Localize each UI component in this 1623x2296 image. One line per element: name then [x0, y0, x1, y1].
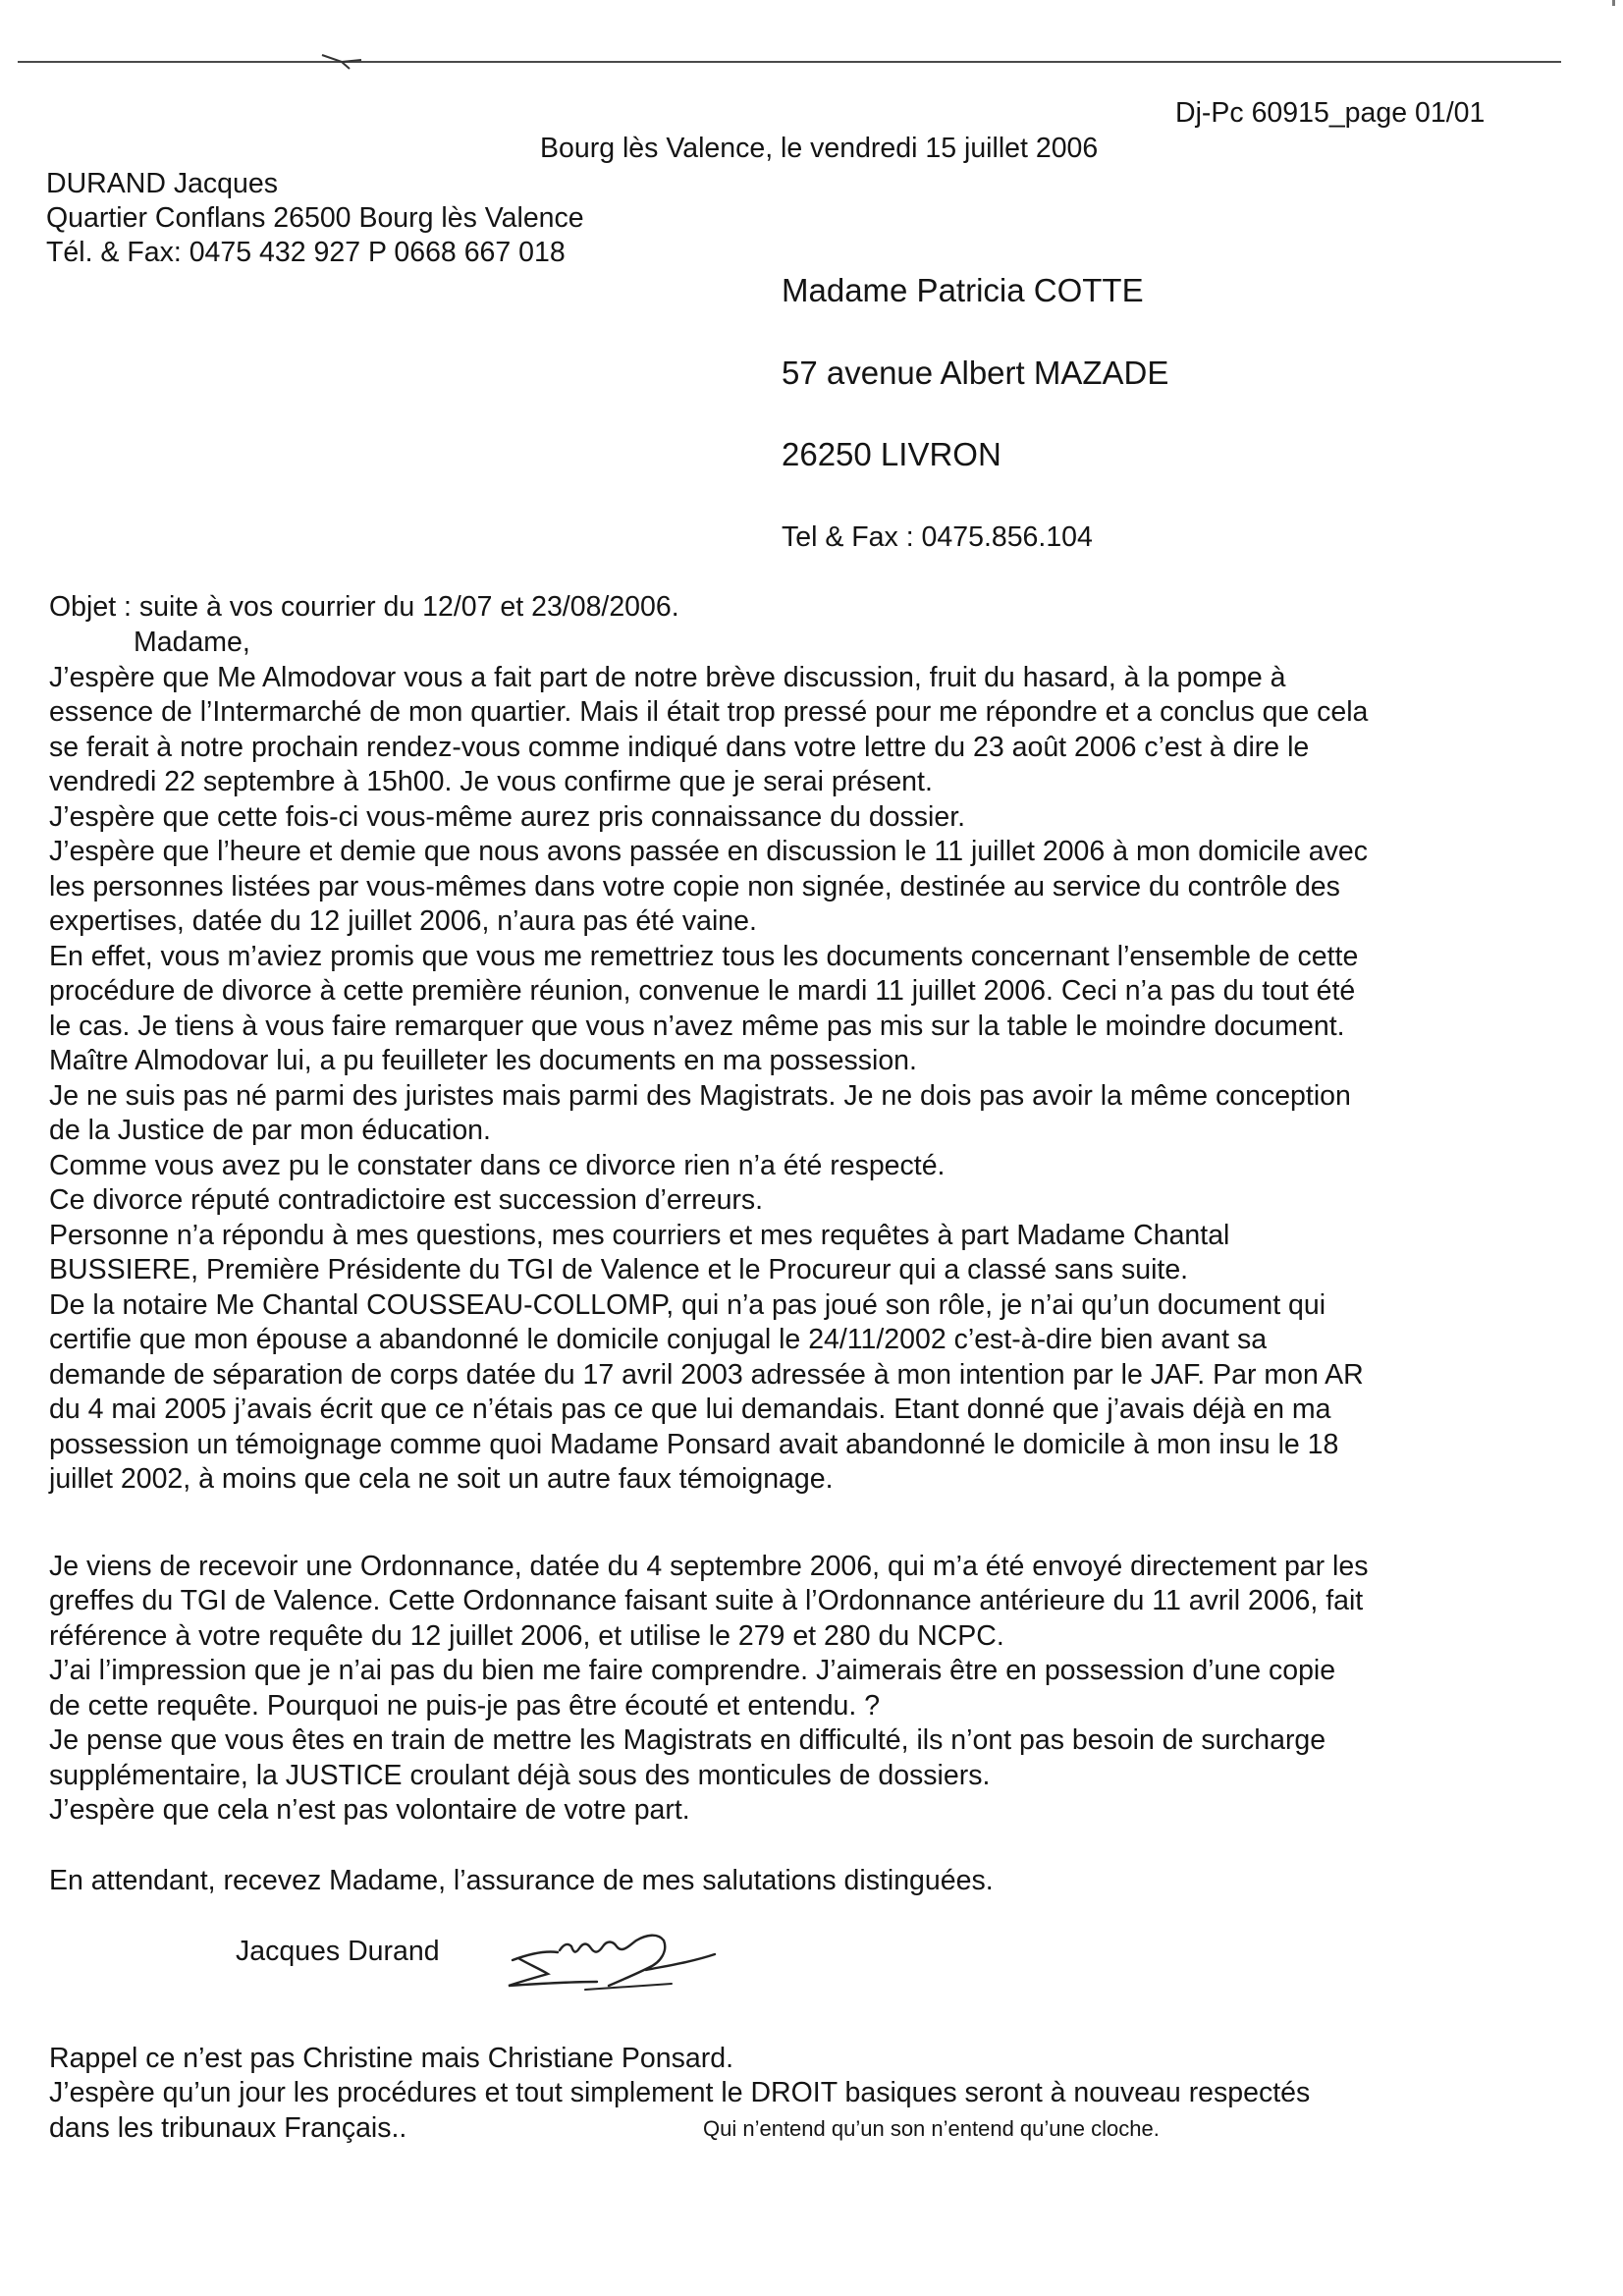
body-line: Je ne suis pas né parmi des juristes mais parmi des Magistrats. Je ne dois pas avoir la même conception [49, 1080, 1351, 1112]
recipient-phone: Tel & Fax : 0475.856.104 [782, 521, 1093, 553]
body-line: les personnes listées par vous-mêmes dans votre copie non signée, destinée au service du contrôle des [49, 871, 1340, 902]
body-line: certifie que mon épouse a abandonné le domicile conjugal le 24/11/2002 c’est-à-dire bien avant sa [49, 1324, 1268, 1355]
body-line: procédure de divorce à cette première réunion, convenue le mardi 11 juillet 2006. Ceci n’a pas du tout été [49, 975, 1356, 1007]
recipient-street: 57 avenue Albert MAZADE [782, 355, 1169, 391]
sender-address: Quartier Conflans 26500 Bourg lès Valence [46, 202, 584, 234]
body-line: BUSSIERE, Première Présidente du TGI de Valence et le Procureur qui a classé sans suite. [49, 1254, 1189, 1285]
closing-line: En attendant, recevez Madame, l’assurance de mes salutations distinguées. [49, 1865, 994, 1896]
sender-name: DURAND Jacques [46, 168, 278, 199]
body-line: expertises, datée du 12 juillet 2006, n’aura pas été vaine. [49, 905, 757, 937]
recipient-name: Madame Patricia COTTE [782, 272, 1144, 308]
body-line: de la Justice de par mon éducation. [49, 1115, 491, 1146]
salutation: Madame, [134, 627, 250, 658]
rule-arrow-mark [320, 49, 363, 71]
body-line: greffes du TGI de Valence. Cette Ordonnance faisant suite à l’Ordonnance antérieure du 11 avril 2006, fait [49, 1585, 1364, 1616]
body-line: De la notaire Me Chantal COUSSEAU-COLLOMP, qui n’a pas joué son rôle, je n’ai qu’un document qui [49, 1289, 1326, 1321]
body-line: juillet 2002, à moins que cela ne soit un autre faux témoignage. [49, 1463, 834, 1495]
sender-phone: Tél. & Fax: 0475 432 927 P 0668 667 018 [46, 237, 566, 268]
body-line: Je pense que vous êtes en train de mettre les Magistrats en difficulté, ils n’ont pas besoin de surcharge [49, 1724, 1326, 1756]
reference-number: Dj-Pc 60915_page 01/01 [1175, 97, 1486, 129]
body-line: référence à votre requête du 12 juillet 2006, et utilise le 279 et 280 du NCPC. [49, 1620, 1004, 1652]
body-line: supplémentaire, la JUSTICE croulant déjà sous des monticules de dossiers. [49, 1760, 991, 1791]
object-line: Objet : suite à vos courrier du 12/07 et 23/08/2006. [49, 591, 679, 623]
postscript-line: J’espère qu’un jour les procédures et tout simplement le DROIT basiques seront à nouveau respectés [49, 2077, 1311, 2108]
recipient-city: 26250 LIVRON [782, 436, 1001, 472]
signatory-name: Jacques Durand [236, 1936, 440, 1967]
body-line: J’ai l’impression que je n’ai pas du bien me faire comprendre. J’aimerais être en possession d’une copie [49, 1655, 1336, 1686]
body-line: Je viens de recevoir une Ordonnance, datée du 4 septembre 2006, qui m’a été envoyé directement par les [49, 1551, 1369, 1582]
scan-mark [1612, 0, 1615, 6]
postscript-line: dans les tribunaux Français.. [49, 2112, 407, 2144]
handwritten-signature [499, 1925, 725, 2003]
body-line: essence de l’Intermarché de mon quartier. Mais il était trop pressé pour me répondre et a conclus que cela [49, 696, 1369, 728]
body-line: de cette requête. Pourquoi ne puis-je pas être écouté et entendu. ? [49, 1690, 881, 1722]
place-and-date: Bourg lès Valence, le vendredi 15 juillet 2006 [540, 133, 1099, 164]
body-line: possession un témoignage comme quoi Madame Ponsard avait abandonné le domicile à mon insu le 18 [49, 1429, 1339, 1460]
body-line: J’espère que cette fois-ci vous-même aurez pris connaissance du dossier. [49, 801, 966, 833]
proverb: Qui n’entend qu’un son n’entend qu’une cloche. [703, 2116, 1160, 2141]
body-line: J’espère que cela n’est pas volontaire de votre part. [49, 1794, 690, 1826]
body-line: du 4 mai 2005 j’avais écrit que ce n’étais pas ce que lui demandais. Etant donné que j’avais déjà en ma [49, 1394, 1331, 1425]
body-line: vendredi 22 septembre à 15h00. Je vous confirme que je serai présent. [49, 766, 933, 797]
body-line: En effet, vous m’aviez promis que vous me remettriez tous les documents concernant l’ensemble de cette [49, 941, 1359, 972]
body-line: Ce divorce réputé contradictoire est succession d’erreurs. [49, 1184, 764, 1216]
body-line: J’espère que Me Almodovar vous a fait part de notre brève discussion, fruit du hasard, à la pompe à [49, 662, 1286, 693]
postscript-line: Rappel ce n’est pas Christine mais Christiane Ponsard. [49, 2043, 733, 2074]
body-line: Personne n’a répondu à mes questions, mes courriers et mes requêtes à part Madame Chantal [49, 1220, 1230, 1251]
body-line: demande de séparation de corps datée du 17 avril 2003 adressée à mon intention par le JAF. Par mon AR [49, 1359, 1364, 1391]
body-line: J’espère que l’heure et demie que nous avons passée en discussion le 11 juillet 2006 à mon domicile avec [49, 836, 1368, 867]
body-line: Maître Almodovar lui, a pu feuilleter les documents en ma possession. [49, 1045, 917, 1076]
top-rule [18, 61, 1561, 63]
body-line: se ferait à notre prochain rendez-vous comme indiqué dans votre lettre du 23 août 2006 c’est à dire le [49, 732, 1310, 763]
body-line: Comme vous avez pu le constater dans ce divorce rien n’a été respecté. [49, 1150, 946, 1181]
body-line: le cas. Je tiens à vous faire remarquer que vous n’avez même pas mis sur la table le moindre document. [49, 1011, 1345, 1042]
